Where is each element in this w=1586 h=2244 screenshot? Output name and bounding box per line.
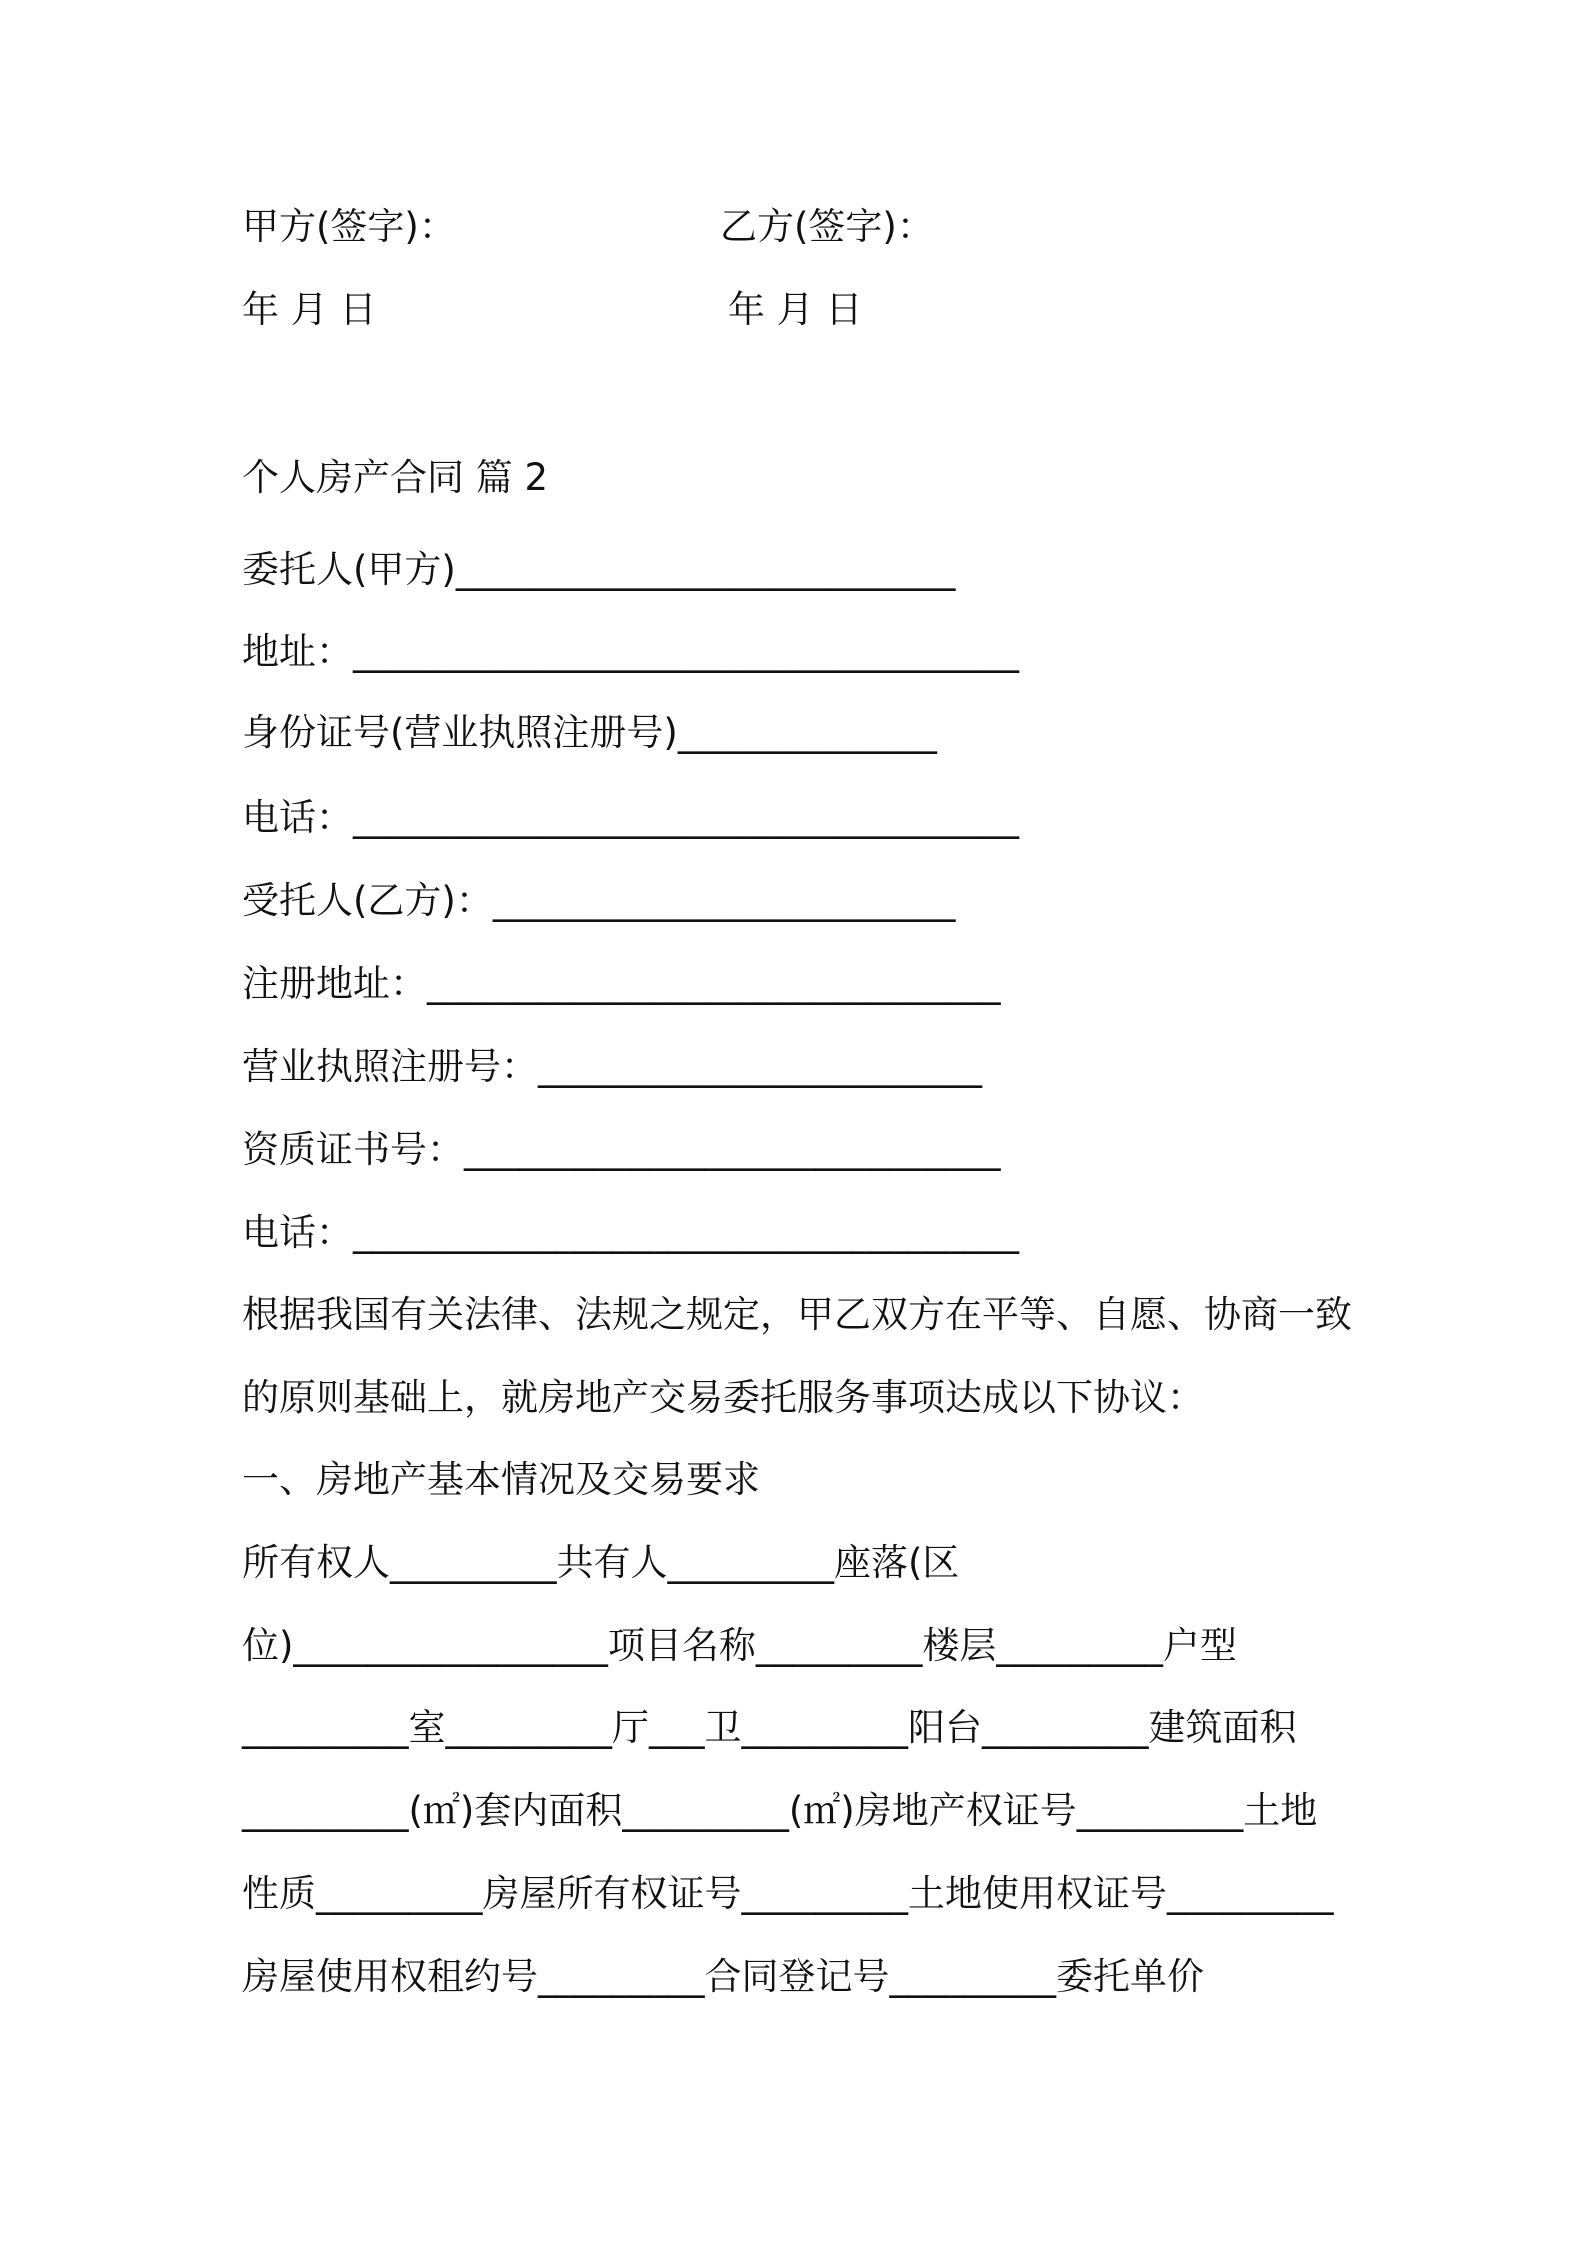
form-line: 营业执照注册号：________________________ [242,1045,982,1088]
form-line: 注册地址：_______________________________ [242,962,1001,1005]
party-b-signature-label: 乙方(签字)： [720,205,934,248]
form-line: 电话：____________________________________ [242,796,1019,839]
clause-line: _________室_________厅___卫_________阳台_________建筑面积 [242,1706,1297,1749]
form-line: 身份证号(营业执照注册号)______________ [242,711,937,754]
form-line: 地址：____________________________________ [242,630,1019,673]
party-a-signature-label: 甲方(签字)： [242,205,456,248]
paragraph-line: 根据我国有关法律、法规之规定，甲乙双方在平等、自愿、协商一致 [242,1293,1352,1336]
clause-line: 所有权人_________共有人_________座落(区 [242,1541,960,1584]
clause-line: 性质_________房屋所有权证号_________土地使用权证号_________ [242,1872,1334,1915]
party-a-date-label: 年 月 日 [242,288,377,331]
form-line: 受托人(乙方)：_________________________ [242,879,956,922]
clause-line: 房屋使用权租约号_________合同登记号_________委托单价 [242,1955,1204,1998]
form-line: 电话：____________________________________ [242,1211,1019,1254]
clause-line: _________(㎡)套内面积_________(㎡)房地产权证号_________土地 [242,1789,1318,1832]
party-b-date-label: 年 月 日 [728,288,863,331]
section-title: 个人房产合同 篇 2 [242,456,549,499]
form-line: 资质证书号：_____________________________ [242,1128,1001,1171]
clause-heading: 一、房地产基本情况及交易要求 [242,1458,760,1501]
form-line: 委托人(甲方)___________________________ [242,548,956,591]
paragraph-line: 的原则基础上，就房地产交易委托服务事项达成以下协议： [242,1376,1204,1419]
clause-line: 位)_________________项目名称_________楼层_________户型 [242,1624,1237,1667]
